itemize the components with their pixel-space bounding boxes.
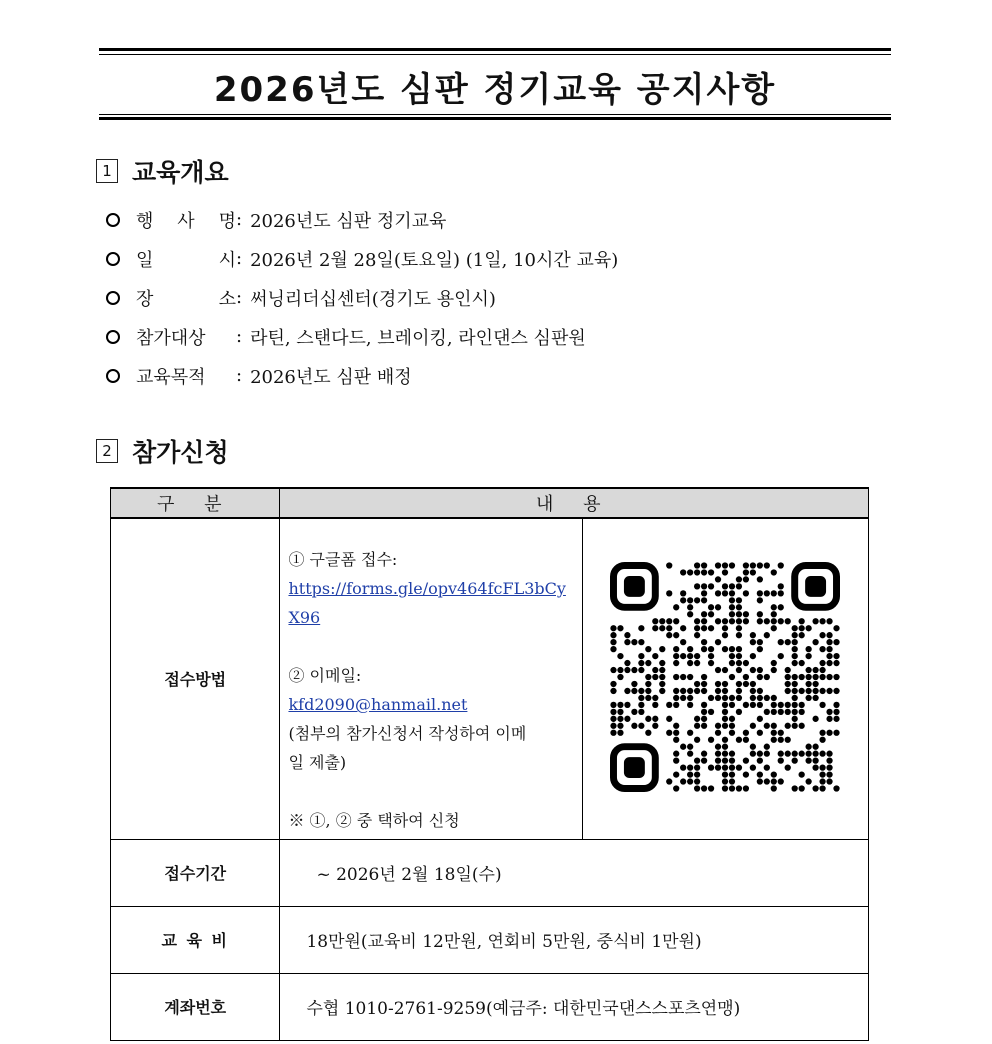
table-row xyxy=(111,973,869,1040)
list-item: 참가대상 : 라틴, 스탠다드, 브레이킹, 라인댄스 심판원 xyxy=(106,317,618,356)
list-item: 일 시 : 2026년 2월 28일(토요일) (1일, 10시간 교육) xyxy=(106,239,618,278)
row-value: ~ 2026년 2월 18일(수) xyxy=(280,839,869,906)
title-rule xyxy=(99,117,891,120)
row-value: 18만원(교육비 12만원, 연회비 5만원, 중식비 1만원) xyxy=(280,906,869,973)
row-label: 교 육 비 xyxy=(111,906,280,973)
title-rule xyxy=(99,54,891,55)
email-label: ② 이메일: xyxy=(288,666,362,685)
item-value: 라틴, 스탠다드, 브레이킹, 라인댄스 심판원 xyxy=(250,327,586,349)
qr-code-icon[interactable] xyxy=(610,562,840,792)
table-row xyxy=(111,906,869,973)
item-label: 참가대상 xyxy=(136,327,206,349)
page-title: 2026년도 심판 정기교육 공지사항 xyxy=(213,70,777,110)
item-label: 장 소 xyxy=(136,288,236,310)
section-number: 2 xyxy=(96,439,118,463)
circle-bullet-icon xyxy=(106,369,120,383)
google-form-label: ① 구글폼 접수: xyxy=(288,550,398,569)
section-title: 교육개요 xyxy=(132,158,229,187)
item-label: 행 사 명 xyxy=(136,210,236,232)
qr-cell xyxy=(582,518,869,839)
item-label: 일 시 xyxy=(136,249,236,271)
header-content: 내 용 xyxy=(280,488,869,518)
item-value: 써닝리더십센터(경기도 용인시) xyxy=(250,288,496,310)
overview-list xyxy=(106,200,618,395)
circle-bullet-icon xyxy=(106,252,120,266)
list-item: 행 사 명 : 2026년도 심판 정기교육 xyxy=(106,200,618,239)
row-label: 계좌번호 xyxy=(111,973,280,1040)
item-value: 2026년도 심판 배정 xyxy=(250,366,412,388)
choose-note: ※ ①, ② 중 택하여 신청 xyxy=(288,811,460,830)
list-item: 교육목적 : 2026년도 심판 배정 xyxy=(106,356,618,395)
item-label: 교육목적 xyxy=(136,366,206,388)
title-rule xyxy=(99,114,891,115)
section-title: 참가신청 xyxy=(132,438,229,467)
title-rule xyxy=(99,48,891,51)
row-value: 수협 1010-2761-9259(예금주: 대한민국댄스스포츠연맹) xyxy=(280,973,869,1040)
circle-bullet-icon xyxy=(106,213,120,227)
header-category: 구 분 xyxy=(111,488,280,518)
email-link[interactable]: kfd2090@hanmail.net xyxy=(288,695,468,714)
google-form-link[interactable]: https://forms.gle/opv464fcFL3bCyX96 xyxy=(288,579,566,627)
section-heading-application xyxy=(96,433,229,469)
row-label: 접수기간 xyxy=(111,839,280,906)
title-box xyxy=(99,48,891,120)
item-value: 2026년도 심판 정기교육 xyxy=(250,210,447,232)
circle-bullet-icon xyxy=(106,291,120,305)
table-header-row xyxy=(111,488,869,518)
application-table xyxy=(110,487,869,1041)
item-value: 2026년 2월 28일(토요일) (1일, 10시간 교육) xyxy=(250,249,619,271)
row-label: 접수방법 xyxy=(111,518,280,839)
section-number: 1 xyxy=(96,159,118,183)
email-note: (첨부의 참가신청서 작성하여 이메일 제출) xyxy=(288,724,527,772)
method-details xyxy=(280,518,582,839)
list-item: 장 소 : 써닝리더십센터(경기도 용인시) xyxy=(106,278,618,317)
table-row xyxy=(111,518,869,839)
table-row xyxy=(111,839,869,906)
section-heading-overview xyxy=(96,153,229,189)
circle-bullet-icon xyxy=(106,330,120,344)
